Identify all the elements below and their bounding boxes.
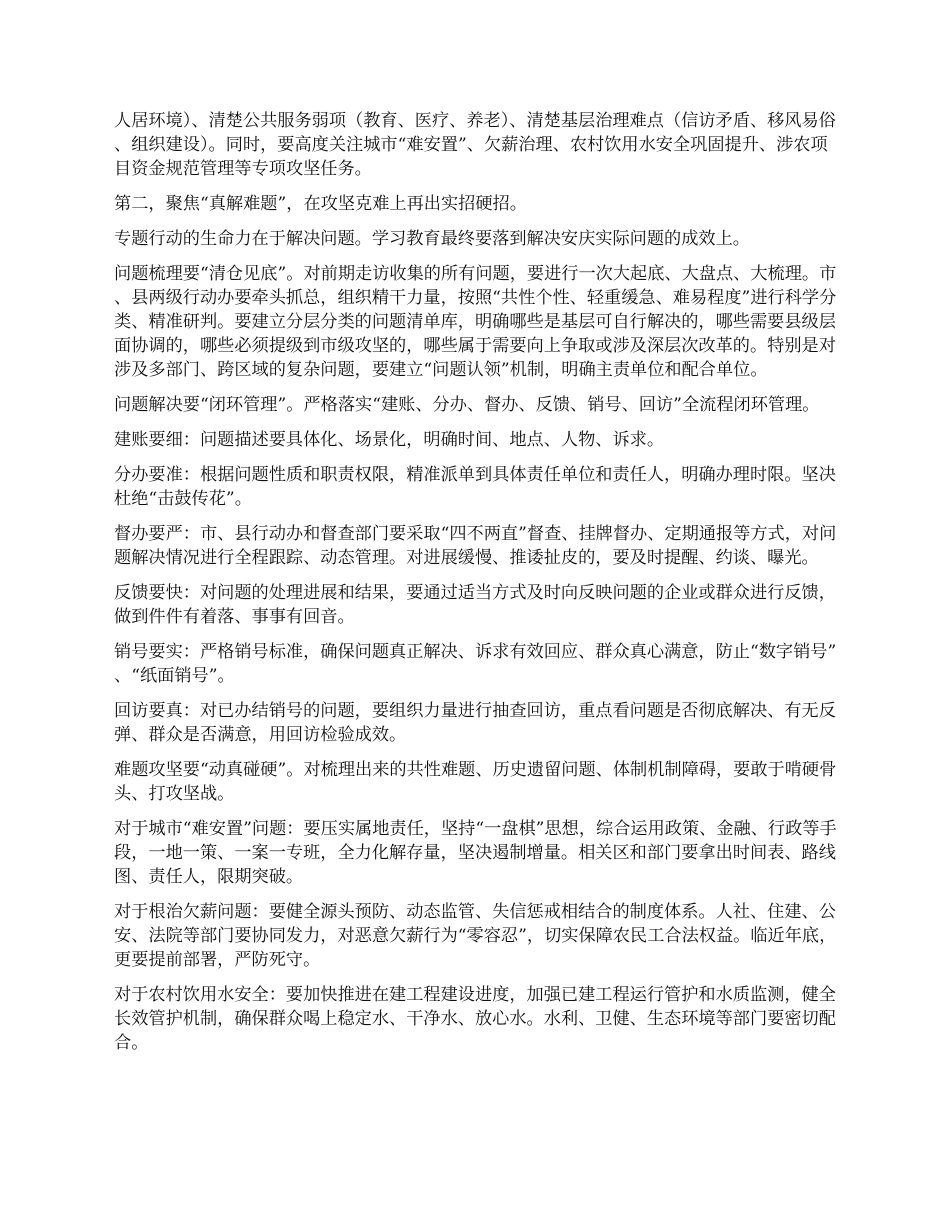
paragraph-drinking-water: 对于农村饮用水安全：要加快推进在建工程建设进度，加强已建工程运行管护和水质监测，健全长效管护机制，确保群众喝上稳定水、干净水、放心水。水利、卫健、生态环境等部门要密切配合。 — [114, 985, 836, 1053]
paragraph-resettlement: 对于城市“难安置”问题：要压实属地责任，坚持“一盘棋”思想，综合运用政策、金融、行政等手段，一地一策、一案一专班，全力化解存量，坚决遏制增量。相关区和部门要拿出时间表、路线图、责任人，限期突破。 — [114, 819, 837, 887]
paragraph-second-focus: 第二，聚焦“真解难题”，在攻坚克难上再出实招硬招。 — [114, 194, 527, 214]
paragraph-problem-sorting: 问题梳理要“清仓见底”。对前期走访收集的所有问题，要进行一次大起底、大盘点、大梳理。市、县两级行动办要牵头抓总，组织精干力量，按照“共性个性、轻重缓急、难易程度”进行科学分类、精准研判。要建立分层分类的问题清单库，明确哪些是基层可自行解决的，哪些需要县级层面协调的，哪些必须提级到市级攻坚的，哪些属于需要向上争取或涉及深层次改革的。特别是对涉及多部门、跨区域的复杂问题，要建立“问题认领”机制，明确主责单位和配合单位。 — [114, 264, 837, 380]
paragraph-living-environment: 人居环境）、清楚公共服务弱项（教育、医疗、养老）、清楚基层治理难点（信访矛盾、移风易俗、组织建设）。同时，要高度关注城市“难安置”、欠薪治理、农村饮用水安全巩固提升、涉农项目资金规范管理等专项攻坚任务。 — [114, 111, 836, 179]
paragraph-revisit: 回访要真：对已办结销号的问题，要组织力量进行抽查回访，重点看问题是否彻底解决、有无反弹、群众是否满意，用回访检验成效。 — [114, 701, 836, 745]
paragraph-wage-arrears: 对于根治欠薪问题：要健全源头预防、动态监管、失信惩戒相结合的制度体系。人社、住建、公安、法院等部门要协同发力，对恶意欠薪行为“零容忍”，切实保障农民工合法权益。临近年底，更要提前部署，严防死守。 — [114, 902, 837, 970]
paragraph-lifeline: 专题行动的生命力在于解决问题。学习教育最终要落到解决安庆实际问题的成效上。 — [114, 229, 750, 249]
paragraph-account: 建账要细：问题描述要具体化、场景化，明确时间、地点、人物、诉求。 — [114, 430, 665, 450]
document-body — [114, 109, 844, 1066]
paragraph-closing: 销号要实：严格销号标准，确保问题真正解决、诉求有效回应、群众真心满意，防止“数字销号”、“纸面销号”。 — [114, 642, 837, 686]
paragraph-supervision: 督办要严：市、县行动办和督查部门要采取“四不两直”督查、挂牌督办、定期通报等方式，对问题解决情况进行全程跟踪、动态管理。对进展缓慢、推诿扯皮的，要及时提醒、约谈、曝光。 — [114, 524, 837, 568]
paragraph-tackling: 难题攻坚要“动真碰硬”。对梳理出来的共性难题、历史遗留问题、体制机制障碍，要敢于啃硬骨头、打攻坚战。 — [114, 760, 837, 804]
paragraph-closed-loop: 问题解决要“闭环管理”。严格落实“建账、分办、督办、反馈、销号、回访”全流程闭环管理。 — [114, 395, 820, 415]
paragraph-dispatch: 分办要准：根据问题性质和职责权限，精准派单到具体责任单位和责任人，明确办理时限。坚决杜绝“击鼓传花”。 — [114, 465, 836, 509]
paragraph-feedback: 反馈要快：对问题的处理进展和结果，要通过适当方式及时向反映问题的企业或群众进行反馈，做到件件有着落、事事有回音。 — [114, 583, 836, 627]
